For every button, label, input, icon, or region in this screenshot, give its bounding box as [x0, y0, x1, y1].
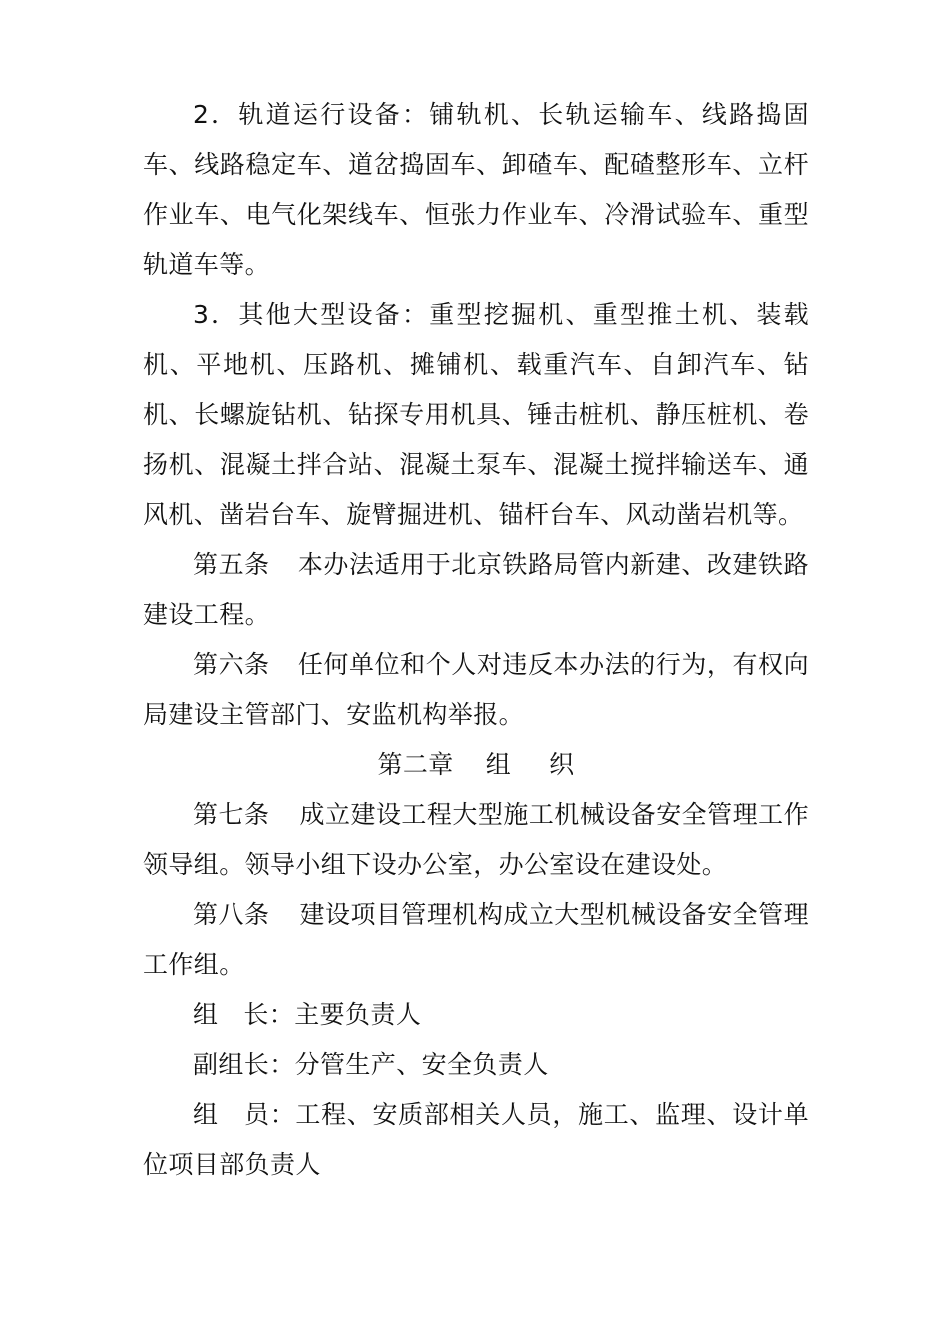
chapter-label: 第二章 — [377, 750, 454, 779]
chapter-title-char: 织 — [549, 750, 575, 779]
article-text: 成立建设工程大型施工机械设备安全管理工作领导组。领导小组下设办公室，办公室设在建设处。 — [143, 800, 809, 879]
role-text: 分管生产、安全负责人 — [294, 1050, 549, 1079]
chapter-title-char: 组 — [485, 750, 512, 779]
article-7 — [143, 790, 809, 890]
document-body — [143, 90, 809, 1190]
paragraph-other-equipment — [143, 290, 809, 540]
role-label: 员： — [243, 1100, 296, 1129]
role-leader — [143, 990, 809, 1040]
paragraph-text: 2．轨道运行设备：铺轨机、长轨运输车、线路捣固车、线路稳定车、道岔捣固车、卸碴车、配碴整形车、立杆作业车、电气化架线车、恒张力作业车、冷滑试验车、重型轨道车等。 — [143, 100, 809, 279]
article-label: 第七条 — [193, 800, 270, 829]
article-text: 任何单位和个人对违反本办法的行为，有权向局建设主管部门、安监机构举报。 — [143, 650, 809, 729]
role-text: 工程、安质部相关人员，施工、监理、设计单位项目部负责人 — [143, 1100, 809, 1179]
article-text: 本办法适用于北京铁路局管内新建、改建铁路建设工程。 — [143, 550, 809, 629]
article-label: 第六条 — [193, 650, 270, 679]
role-text: 主要负责人 — [294, 1000, 422, 1029]
article-5 — [143, 540, 809, 640]
role-label: 组 — [193, 1100, 219, 1129]
chapter-heading — [143, 740, 809, 790]
role-label: 副组长： — [193, 1050, 295, 1079]
role-deputy — [143, 1040, 809, 1090]
paragraph-track-equipment — [143, 90, 809, 290]
paragraph-text: 3．其他大型设备：重型挖掘机、重型推土机、装载机、平地机、压路机、摊铺机、载重汽车、自卸汽车、钻机、长螺旋钻机、钻探专用机具、锤击桩机、静压桩机、卷扬机、混凝土拌合站、混凝土泵车、混凝土搅拌输送车、通风机、凿岩台车、旋臂掘进机、锚杆台车、风动凿岩机等。 — [143, 300, 809, 529]
role-label: 组 — [193, 1000, 219, 1029]
article-text: 建设项目管理机构成立大型机械设备安全管理工作组。 — [143, 900, 809, 979]
article-6 — [143, 640, 809, 740]
role-label: 长： — [243, 1000, 295, 1029]
role-member — [143, 1090, 809, 1190]
article-8 — [143, 890, 809, 990]
article-label: 第八条 — [193, 900, 270, 929]
article-label: 第五条 — [193, 550, 270, 579]
